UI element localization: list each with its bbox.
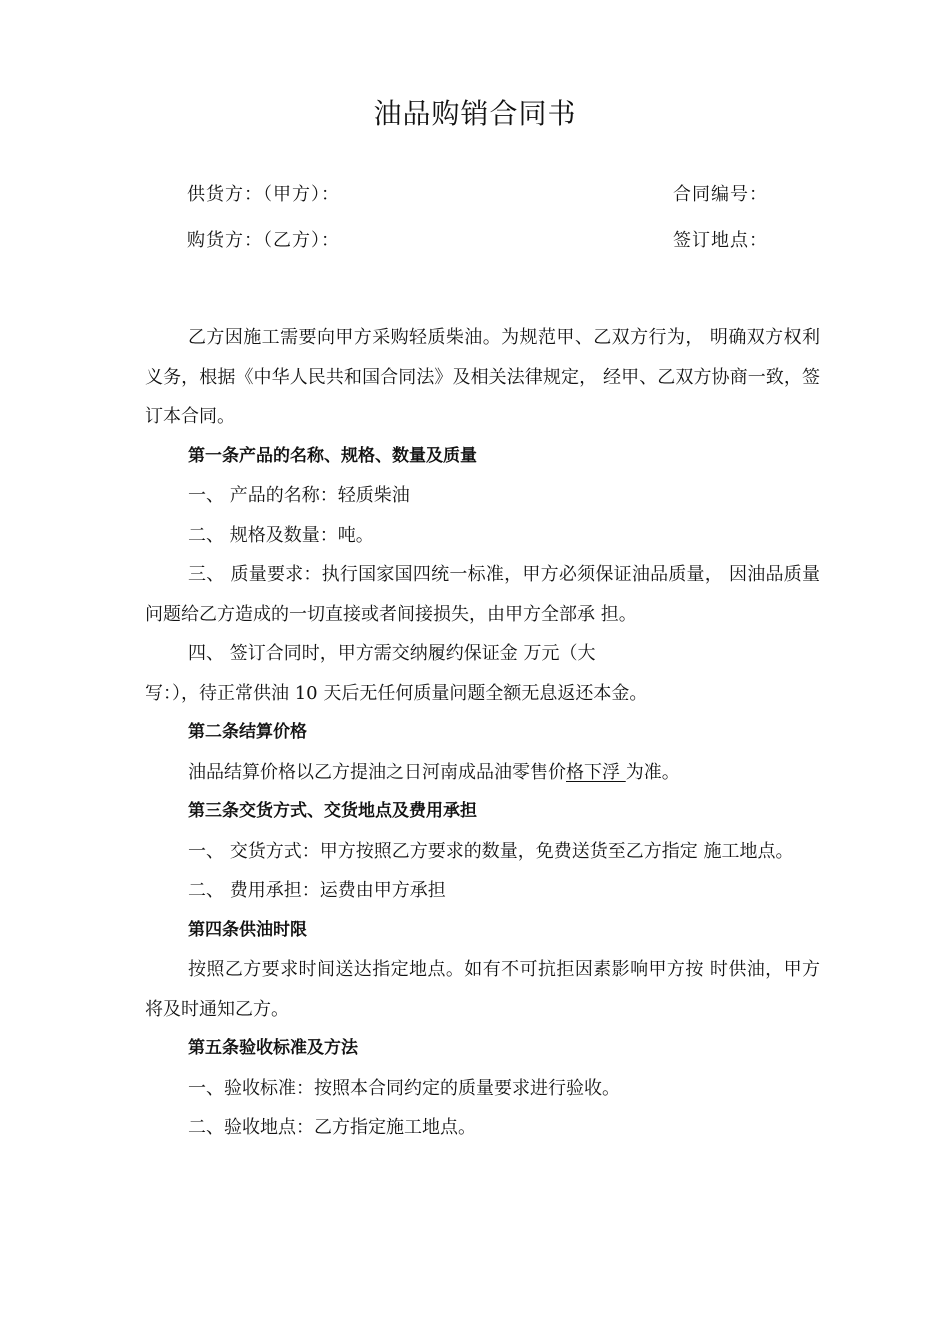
article5-item1: 一、验收标准：按照本合同约定的质量要求进行验收。	[188, 1077, 620, 1099]
article2-text-after: 为准。	[625, 761, 680, 783]
article1-item2: 二、 规格及数量：吨。	[188, 524, 374, 546]
intro-paragraph: 乙方因施工需要向甲方采购轻质柴油。为规范甲、乙双方行为， 明确双方权利义务，根据《中华人民共和国合同法》及相关法律规定， 经甲、乙双方协商一致，签订本合同。	[145, 327, 820, 427]
article3-item1: 一、 交货方式：甲方按照乙方要求的数量，免费送货至乙方指定 施工地点。	[188, 840, 794, 862]
article2-text-before: 油品结算价格以乙方提油之日河南成品油零售价	[188, 761, 566, 783]
article5-item2: 二、验收地点：乙方指定施工地点。	[188, 1117, 476, 1138]
contract-no-label: 合同编号：	[673, 184, 768, 205]
article1-item4-line2: 写：），待正常供油 10 天后无任何质量问题全额无息返还本金。	[145, 682, 648, 704]
article3-item2: 二、 费用承担：运费由甲方承担	[188, 880, 446, 901]
article5-heading: 第五条验收标准及方法	[188, 1038, 358, 1058]
article4-heading: 第四条供油时限	[188, 919, 307, 940]
article2-text	[145, 753, 820, 793]
document-title: 油品购销合同书	[373, 97, 577, 130]
article1-item4-line1: 四、 签订合同时，甲方需交纳履约保证金 万元（大	[188, 643, 596, 664]
article3-heading: 第三条交货方式、交货地点及费用承担	[188, 801, 477, 821]
contract-body	[145, 318, 820, 1148]
article1-heading: 第一条产品的名称、规格、数量及质量	[188, 445, 477, 466]
article1-item3: 三、 质量要求：执行国家国四统一标准，甲方必须保证油品质量， 因油品质量问题给乙方造成的一切直接或者间接损失，由甲方全部承 担。	[145, 564, 820, 625]
buyer-label: 购货方：（乙方）：	[187, 230, 340, 251]
article1-item1: 一、 产品的名称：轻质柴油	[188, 485, 410, 506]
supplier-label: 供货方：（甲方）：	[187, 184, 340, 205]
article2-heading: 第二条结算价格	[188, 722, 307, 742]
article2-text-underlined: 格下浮	[566, 761, 626, 783]
sign-place-label: 签订地点：	[673, 230, 768, 251]
article4-text: 按照乙方要求时间送达指定地点。如有不可抗拒因素影响甲方按 时供油，甲方将及时通知乙方。	[145, 959, 820, 1020]
